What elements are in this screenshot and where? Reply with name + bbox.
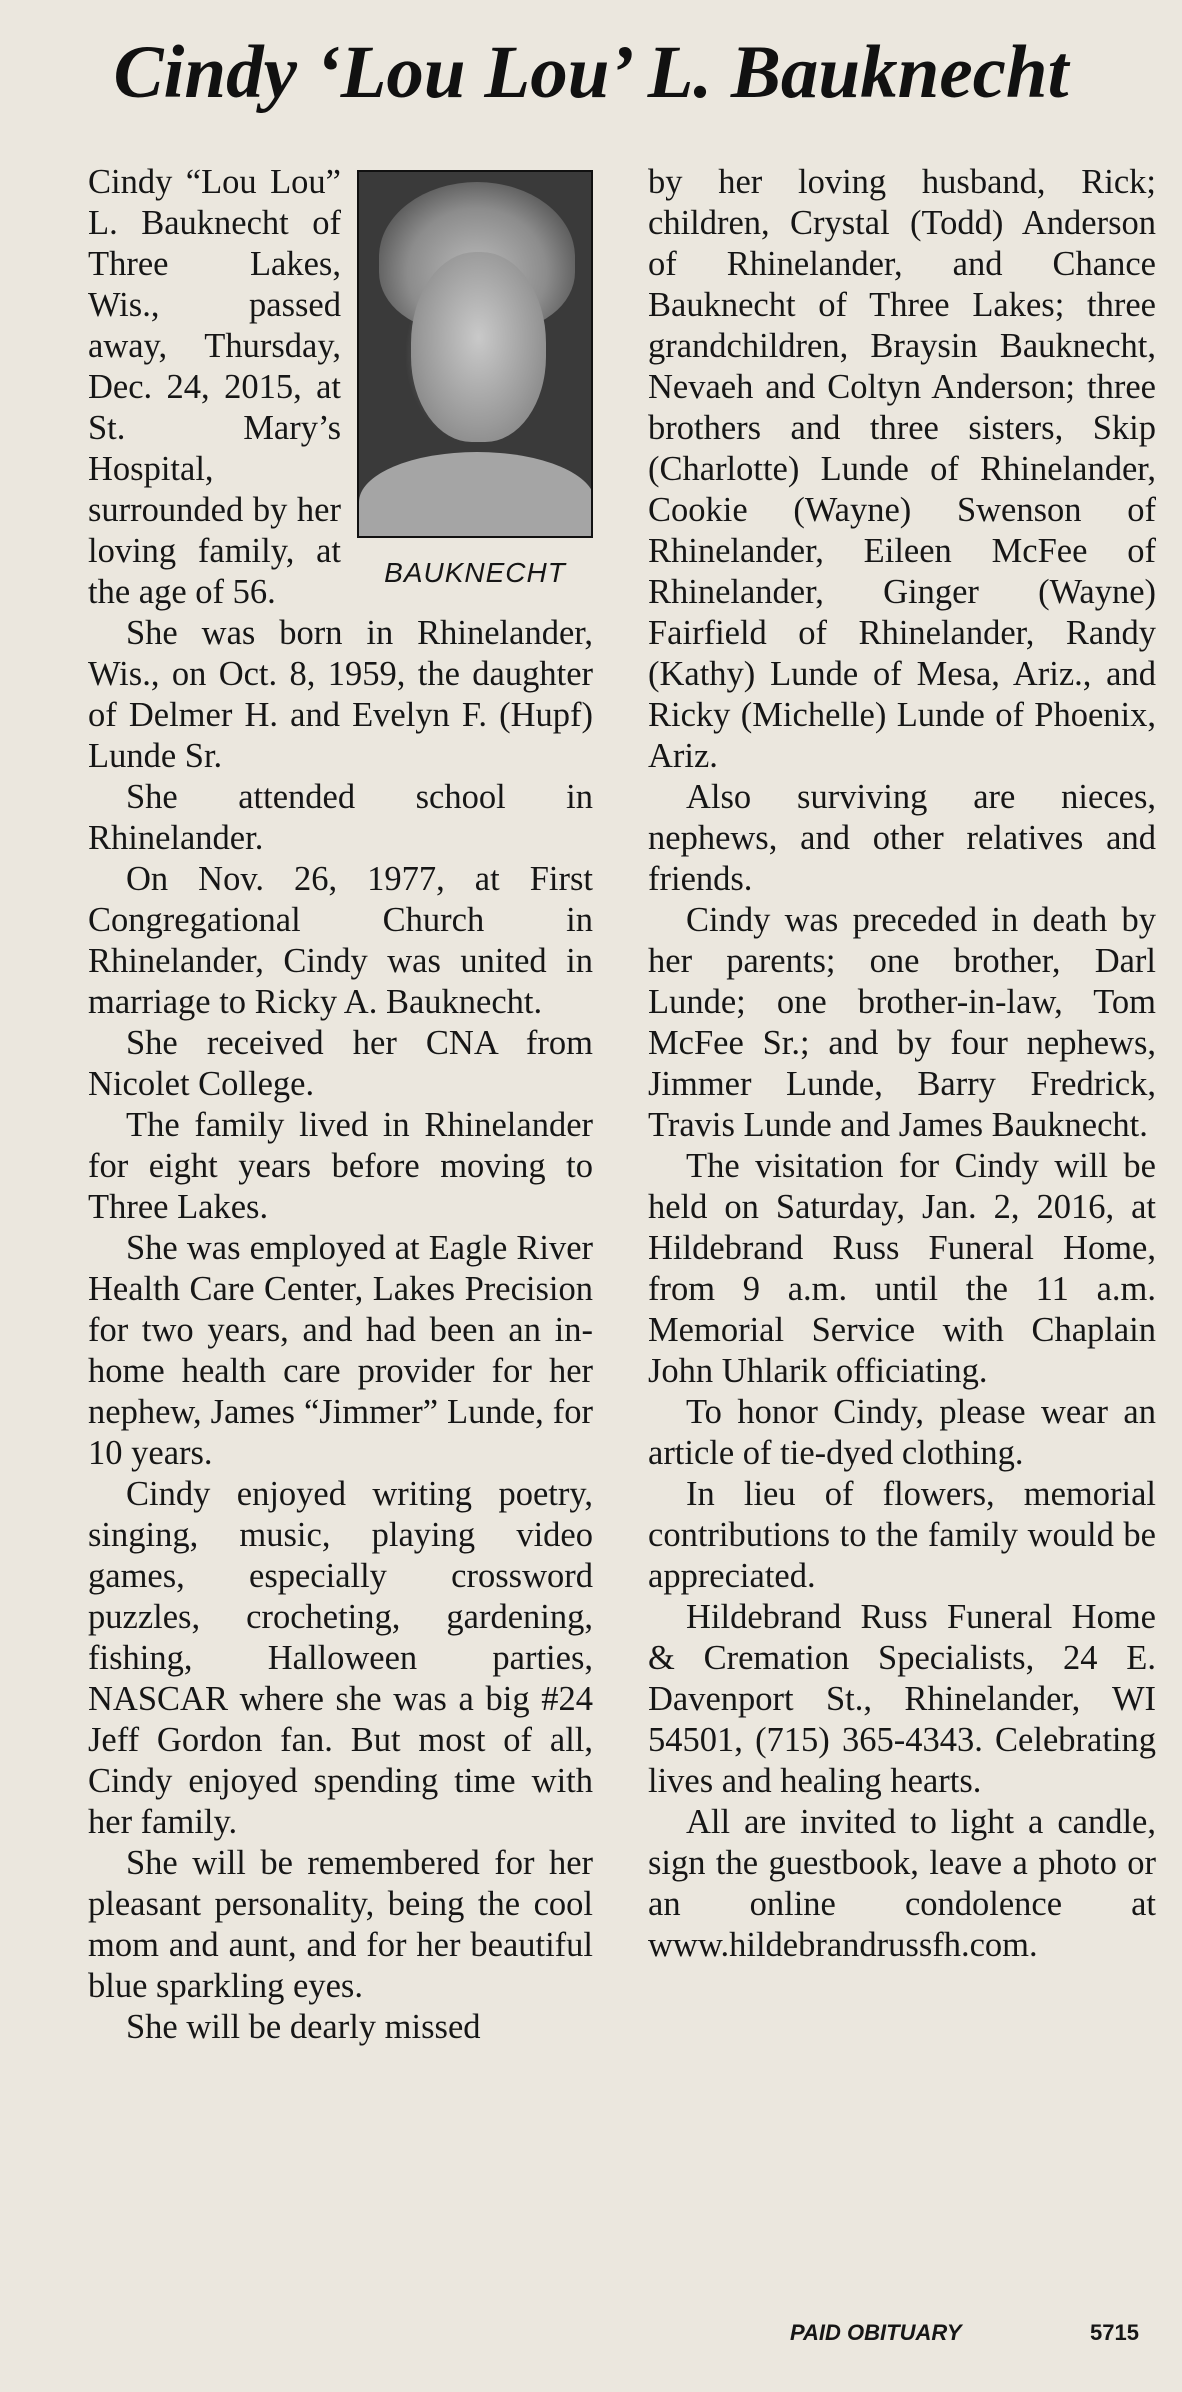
paragraph: She was born in Rhinelander, Wis., on Oct. 8, 1959, the daughter of Delmer H. and Evelyn F. (Hupf) Lunde Sr. (88, 614, 593, 775)
paragraph: The family lived in Rhinelander for eight years before moving to Three Lakes. (88, 1106, 593, 1226)
paragraph: Cindy “Lou Lou” L. Bauknecht of Three Lakes, Wis., passed away, Thursday, Dec. 24, 2015, at St. Mary’s Hospital, surrounded by her loving family, at the age of 56. (88, 163, 341, 611)
paragraph: Hildebrand Russ Funeral Home & Cremation Specialists, 24 E. Davenport St., Rhinelander, WI 54501, (715) 365-4343. Celebrating lives and healing hearts. (648, 1598, 1156, 1800)
portrait-photo (357, 170, 593, 538)
photo-caption: BAUKNECHT (384, 557, 566, 588)
paragraph: She will be remembered for her pleasant personality, being the cool mom and aunt, and for her beautiful blue sparkling eyes. (88, 1844, 593, 2005)
left-column (88, 162, 593, 2048)
paragraph: The visitation for Cindy will be held on Saturday, Jan. 2, 2016, at Hildebrand Russ Funeral Home, from 9 a.m. until the 11 a.m. Memorial Service with Chaplain John Uhlarik officiating. (648, 1147, 1156, 1390)
paragraph: She received her CNA from Nicolet College. (88, 1024, 593, 1103)
paragraph: On Nov. 26, 1977, at First Congregational Church in Rhinelander, Cindy was united in marriage to Ricky A. Bauknecht. (88, 860, 593, 1021)
paragraph: In lieu of flowers, memorial contributions to the family would be appreciated. (648, 1475, 1156, 1595)
paid-obituary-label: PAID OBITUARY (790, 2320, 962, 2345)
paragraph: She was employed at Eagle River Health Care Center, Lakes Precision for two years, and had been an in-home health care provider for her nephew, James “Jimmer” Lunde, for 10 years. (88, 1229, 593, 1472)
paragraph: She attended school in Rhinelander. (88, 778, 593, 857)
obituary-title: Cindy ‘Lou Lou’ L. Bauknecht (113, 31, 1069, 114)
paragraph: by her loving husband, Rick; children, Crystal (Todd) Anderson of Rhinelander, and Chance Bauknecht of Three Lakes; three grandchildren, Braysin Bauknecht, Nevaeh and Coltyn Anderson; three brothers and three sisters, Skip (Charlotte) Lunde of Rhinelander, Cookie (Wayne) Swenson of Rhinelander, Eileen McFee of Rhinelander, Ginger (Wayne) Fairfield of Rhinelander, Randy (Kathy) Lunde of Mesa, Ariz., and Ricky (Michelle) Lunde of Phoenix, Ariz. (648, 163, 1156, 775)
paragraph: All are invited to light a candle, sign the guestbook, leave a photo or an online condolence at www.hildebrandrussfh.com. (648, 1803, 1156, 1964)
ad-code: 5715 (1090, 2320, 1139, 2345)
paragraph: She will be dearly missed (126, 2008, 481, 2046)
paragraph: To honor Cindy, please wear an article of tie-dyed clothing. (648, 1393, 1156, 1472)
paragraph: Also surviving are nieces, nephews, and other relatives and friends. (648, 778, 1156, 898)
portrait-figure (357, 170, 593, 588)
right-column (648, 162, 1156, 1966)
paragraph: Cindy enjoyed writing poetry, singing, music, playing video games, especially crossword puzzles, crocheting, gardening, fishing, Halloween parties, NASCAR where she was a big #24 Jeff Gordon fan. But most of all, Cindy enjoyed spending time with her family. (88, 1475, 593, 1841)
paragraph: Cindy was preceded in death by her parents; one brother, Darl Lunde; one brother-in-law, Tom McFee Sr.; and by four nephews, Jimmer Lunde, Barry Fredrick, Travis Lunde and James Bauknecht. (648, 901, 1156, 1144)
